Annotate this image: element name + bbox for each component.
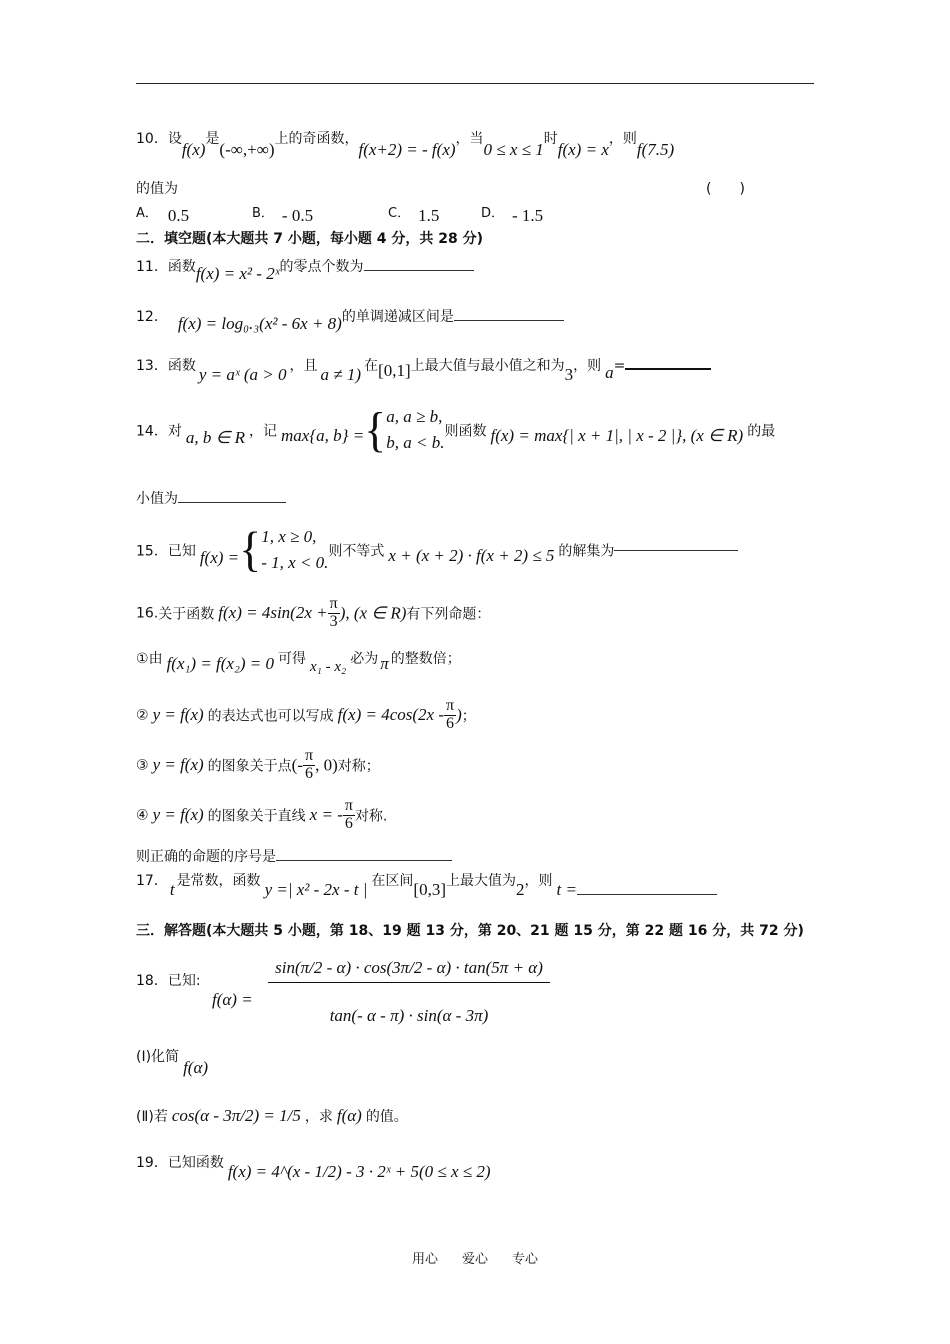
q10-relation: f(x+2) = - f(x) [358, 140, 456, 159]
question-18-label: 18．已知: [136, 973, 201, 989]
question-15: 15．已知 f(x) ={ 1, x ≥ 0, - 1, x < 0. 则不等式 x + (x + 2) · f(x + 2) ≤ 5 的解集为 [136, 524, 738, 577]
q14-cases: a, a ≥ b, b, a < b. [386, 407, 445, 453]
q10-number: 10．设 [136, 131, 182, 147]
q10-is: 是 [205, 131, 220, 147]
q10-domain: (-∞,+∞) [219, 140, 275, 159]
q18-lhs: f(α) = [212, 990, 253, 1009]
q16-proposition-4: ④ y = f(x) 的图象关于直线 x = - $\frac{\pi}{6}$ 对称. [136, 797, 388, 832]
question-19: 19．已知函数 f(x) = 4^(x - 1/2) - 3 · 2ˣ + 5(0 ≤ x ≤ 2) [136, 1155, 491, 1181]
q16-p2-frac: $\frac{\pi}{6}$ [446, 697, 455, 732]
q13-blank [625, 368, 711, 370]
q16-proposition-2: ② y = f(x) 的表达式也可以写成 f(x) = 4cos(2x - $\frac{\pi}{6}$ )； [136, 697, 476, 732]
header-rule [136, 83, 814, 84]
q14-blank [178, 502, 286, 503]
q10-shi: 时 [543, 131, 558, 147]
q11-blank [364, 270, 474, 271]
q10-target: f(7.5) [636, 140, 675, 159]
q10-then: ，则 [608, 131, 637, 147]
q14-line2: 小值为 [136, 488, 286, 508]
q10-f: f(x) [181, 140, 206, 159]
q16-proposition-3: ③ y = f(x) 的图象关于点(- $\frac{\pi}{6}$ , 0)对称； [136, 747, 380, 782]
q10-option-a: A． 0.5 [136, 206, 190, 225]
q15-brace: { [239, 523, 262, 577]
q10-option-b: B． - 0.5 [252, 206, 314, 225]
q10-answer-paren: ( ) [706, 181, 745, 197]
q15-cases: 1, x ≥ 0, - 1, x < 0. [261, 527, 329, 573]
q13-expr: y = aˣ (a > 0 [198, 365, 287, 384]
q17-blank [577, 894, 717, 895]
q10-desc: 上的奇函数， [274, 131, 359, 147]
question-12: 12． f(x) = log₀.₃(x² - 6x + 8)的单调递减区间是 [136, 306, 564, 326]
q18-denominator: tan(- α - π) · sin(α - 3π) [329, 1006, 489, 1025]
q10-option-c: C． 1.5 [388, 206, 440, 225]
q10-condition: 0 ≤ x ≤ 1 [483, 140, 544, 159]
q18-part-1: (Ⅰ)化简f(α) [136, 1049, 209, 1077]
question-10 [136, 128, 675, 159]
section-2-heading: 二．填空题(本大题共 7 小题，每小题 4 分，共 28 分) [136, 231, 484, 247]
q16-frac-pi-3: $\frac{\pi}{3}$ [329, 595, 338, 630]
q10-when: ，当 [455, 131, 484, 147]
q16-proposition-1: ①由 f(x₁) = f(x₂) = 0 可得 x₁ - x₂ 必为 π 的整数倍； [136, 651, 461, 675]
q16-p3-frac: $\frac{\pi}{6}$ [305, 747, 314, 782]
question-14: 14．对 a, b ∈ R ，记 max{a, b} ={ a, a ≥ b, b, a < b. 则函数 f(x) = max{| x + 1|, | x - 2 |}, (x ∈ R) 的最 [136, 403, 776, 457]
q14-brace: { [364, 403, 387, 457]
question-13: 13．函数 y = aˣ (a > 0 ，且 a ≠ 1) 在[0,1]上最大值与最小值之和为3，则 a= [136, 355, 711, 375]
q15-blank [614, 550, 738, 551]
q10-tail: 的值为 [136, 181, 178, 197]
q10-option-d: D． - 1.5 [481, 206, 544, 225]
question-17: 17． t 是常数，函数 y =| x² - 2x - t | 在区间[0,3]上最大值为2，则 t = [136, 870, 717, 890]
page-footer: 用心 爱心 专心 [411, 1252, 539, 1267]
q18-part-2: (Ⅱ)若 cos(α - 3π/2) = 1/5 ，求 f(α) 的值。 [136, 1106, 408, 1125]
q11-expr: f(x) = x² - 2ˣ [195, 264, 280, 283]
q16-p4-frac: $\frac{\pi}{6}$ [344, 797, 353, 832]
q10-eq: f(x) = x [557, 140, 609, 159]
q16-ask: 则正确的命题的序号是 [136, 846, 452, 866]
question-16: 16.关于函数 f(x) = 4sin(2x + $\frac{\pi}{3}$ ), (x ∈ R)有下列命题： [136, 595, 491, 630]
q12-expr: f(x) = log₀.₃(x² - 6x + 8) [177, 314, 342, 333]
question-11: 11．函数f(x) = x² - 2ˣ的零点个数为 [136, 256, 474, 276]
q16-blank [276, 860, 452, 861]
section-3-heading: 三．解答题(本大题共 5 小题，第 18、19 题 13 分，第 20、21 题 15 分，第 22 题 16 分，共 72 分) [136, 923, 804, 939]
q12-blank [454, 320, 564, 321]
q18-numerator: sin(π/2 - α) · cos(3π/2 - α) · tan(5π + α) [268, 958, 550, 983]
